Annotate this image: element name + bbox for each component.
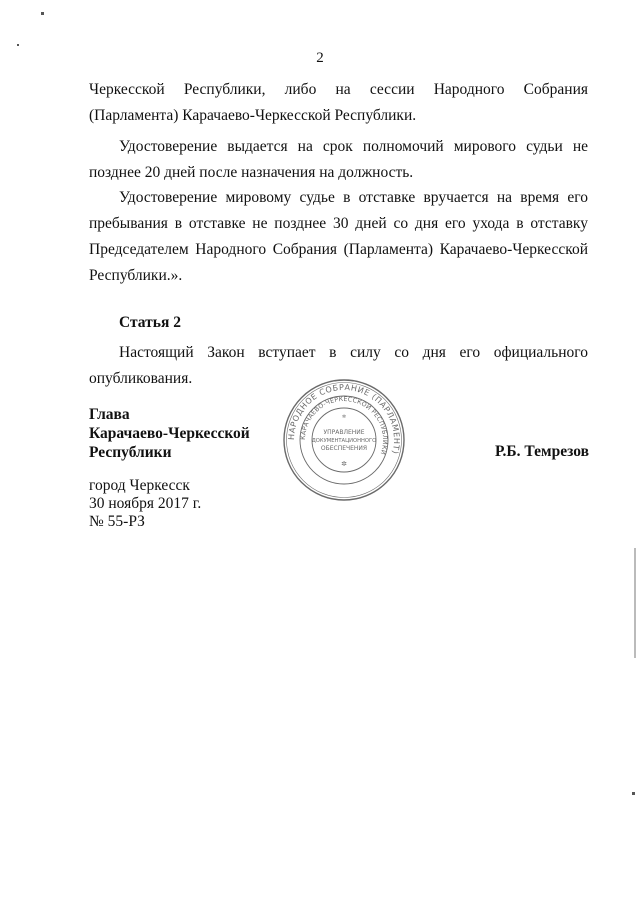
paragraph-continued-text: Черкесской Республики, либо на сессии Народного Собрания (Парламента) Карачаево-Черкесской Республики. (89, 81, 588, 124)
signatory-title-line1: Глава (89, 406, 130, 423)
official-seal-stamp (282, 378, 406, 502)
seal-star-bottom-icon: ✲ (341, 460, 347, 468)
paragraph-retired-judge (89, 185, 588, 289)
signatory-title-line3: Республики (89, 444, 172, 461)
signatory-title (89, 405, 250, 462)
scan-artifact-right (634, 548, 636, 658)
page-number: 2 (316, 50, 324, 66)
article-2-heading: Статья 2 (119, 314, 181, 331)
footer-date: 30 ноября 2017 г. (89, 495, 202, 512)
paragraph-continued (89, 77, 588, 129)
article-2-text-line2: опубликования. (89, 370, 193, 387)
paragraph-retired-judge-text: Удостоверение мировому судье в отставке вручается на время его пребывания в отставке не позднее 30 дней со дня его ухода в отставку Председателем Народного Собрания (Парламента) Карачаево-Черкесской Республики.». (89, 189, 588, 284)
footer-law-number: № 55-РЗ (89, 513, 145, 530)
paragraph-certificate-text: Удостоверение выдается на срок полномочий мирового судьи не позднее 20 дней после назначения на должность. (89, 138, 588, 181)
signatory-name: Р.Б. Темрезов (495, 443, 589, 460)
footer-city: город Черкесск (89, 477, 190, 494)
scan-artifact-left (41, 12, 44, 15)
scan-artifact-left-2 (17, 44, 19, 46)
document-footer (89, 477, 201, 531)
seal-star-top-icon: ✲ (341, 414, 347, 420)
seal-center-line2: ДОКУМЕНТАЦИОННОГО (311, 438, 377, 444)
paragraph-certificate (89, 134, 588, 186)
scan-artifact-right-2 (632, 792, 635, 795)
seal-center-line3: ОБЕСПЕЧЕНИЯ (320, 445, 368, 452)
seal-inner-ring-text: КАРАЧАЕВО-ЧЕРКЕССКОЙ РЕСПУБЛИКИ (299, 395, 389, 456)
article-2-text-line1: Настоящий Закон вступает в силу со дня его официального (119, 344, 588, 361)
seal-center-line1: УПРАВЛЕНИЕ (323, 429, 365, 436)
seal-outer-ring-text: НАРОДНОЕ СОБРАНИЕ (ПАРЛАМЕНТ) (286, 382, 402, 456)
signatory-title-line2: Карачаево-Черкесской (89, 425, 250, 442)
